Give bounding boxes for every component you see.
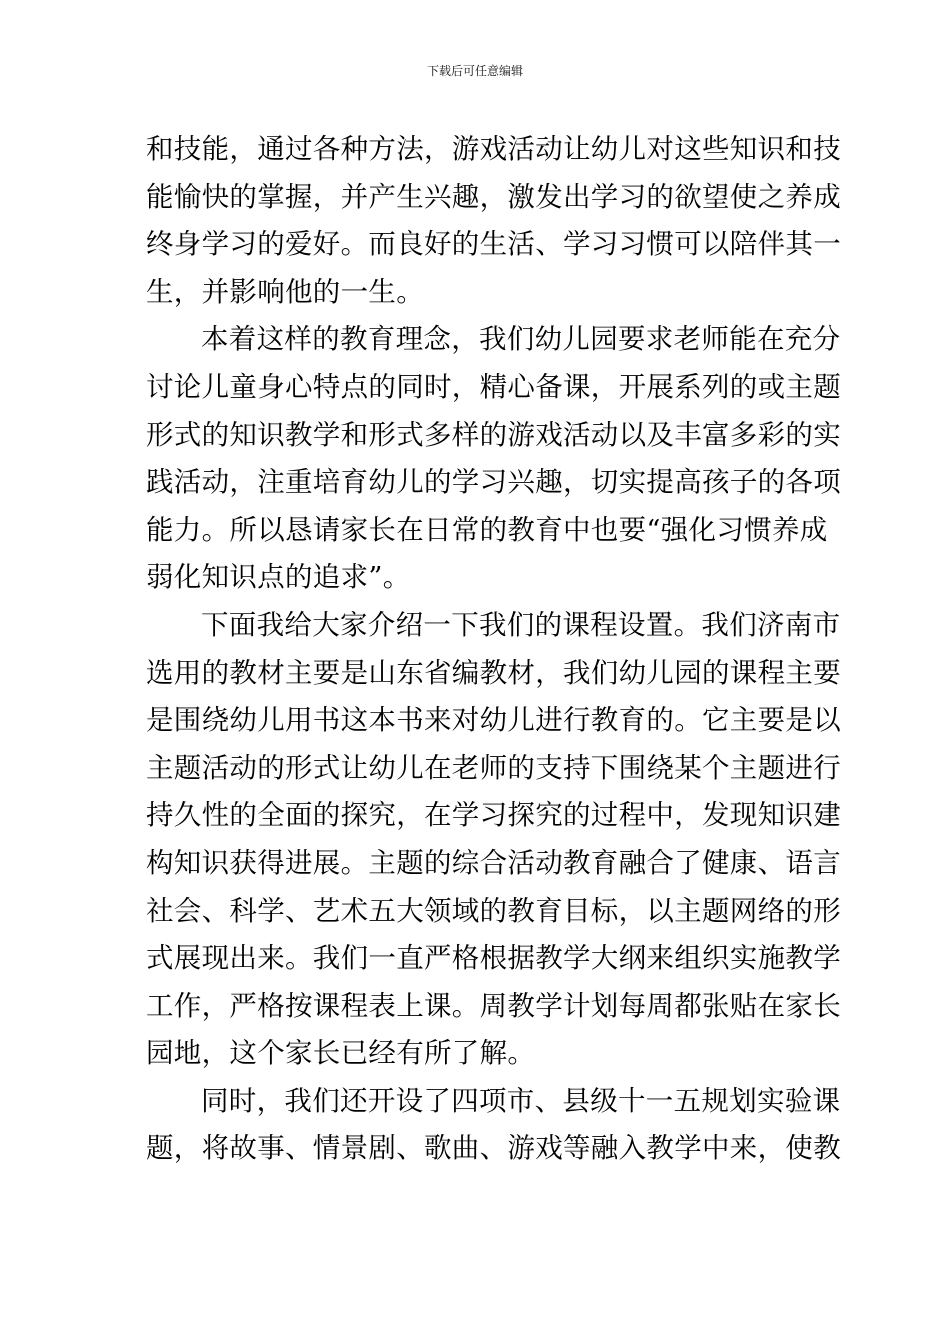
text-line: 形式的知识教学和形式多样的游戏活动以及丰富多彩的实 [146, 418, 841, 451]
text-line: 同时，我们还开设了四项市、县级十一五规划实验课 [201, 1084, 841, 1117]
text-line: 是围绕幼儿用书这本书来对幼儿进行教育的。它主要是以 [146, 704, 841, 737]
text-line: 下面我给大家介绍一下我们的课程设置。我们济南市 [201, 608, 841, 641]
paragraph-1 [146, 126, 841, 316]
text-line: 持久性的全面的探究，在学习探究的过程中，发现知识建 [146, 799, 841, 832]
paragraph-2 [146, 316, 841, 602]
text-line: 生，并影响他的一生。 [146, 275, 424, 308]
text-line: 园地，这个家长已经有所了解。 [146, 1037, 536, 1070]
text-line: 践活动，注重培育幼儿的学习兴趣，切实提高孩子的各项 [146, 466, 841, 499]
text-line: 构知识获得进展。主题的综合活动教育融合了健康、语言 [146, 846, 841, 879]
text-line: 弱化知识点的追求”。 [146, 561, 411, 594]
text-line: 式展现出来。我们一直严格根据教学大纲来组织实施教学 [146, 942, 841, 975]
text-line: 题，将故事、情景剧、歌曲、游戏等融入教学中来，使教 [146, 1132, 841, 1165]
text-line: 能力。所以恳请家长在日常的教育中也要“强化习惯养成 [146, 513, 828, 546]
text-line: 终身学习的爱好。而良好的生活、学习习惯可以陪伴其一 [146, 228, 841, 261]
page-header: 下载后可任意编辑 [426, 64, 523, 78]
text-line: 讨论儿童身心特点的同时，精心备课，开展系列的或主题 [146, 370, 841, 403]
text-line: 工作，严格按课程表上课。周教学计划每周都张贴在家长 [146, 989, 841, 1022]
paragraph-3 [146, 602, 841, 1078]
text-line: 主题活动的形式让幼儿在老师的支持下围绕某个主题进行 [146, 751, 841, 784]
document-body [146, 126, 841, 1173]
paragraph-4 [146, 1078, 841, 1173]
text-line: 能愉快的掌握，并产生兴趣，激发出学习的欲望使之养成 [146, 180, 841, 213]
text-line: 社会、科学、艺术五大领域的教育目标，以主题网络的形 [146, 894, 841, 927]
text-line: 本着这样的教育理念，我们幼儿园要求老师能在充分 [201, 323, 841, 356]
text-line: 选用的教材主要是山东省编教材，我们幼儿园的课程主要 [146, 656, 841, 689]
text-line: 和技能，通过各种方法，游戏活动让幼儿对这些知识和技 [146, 133, 841, 165]
